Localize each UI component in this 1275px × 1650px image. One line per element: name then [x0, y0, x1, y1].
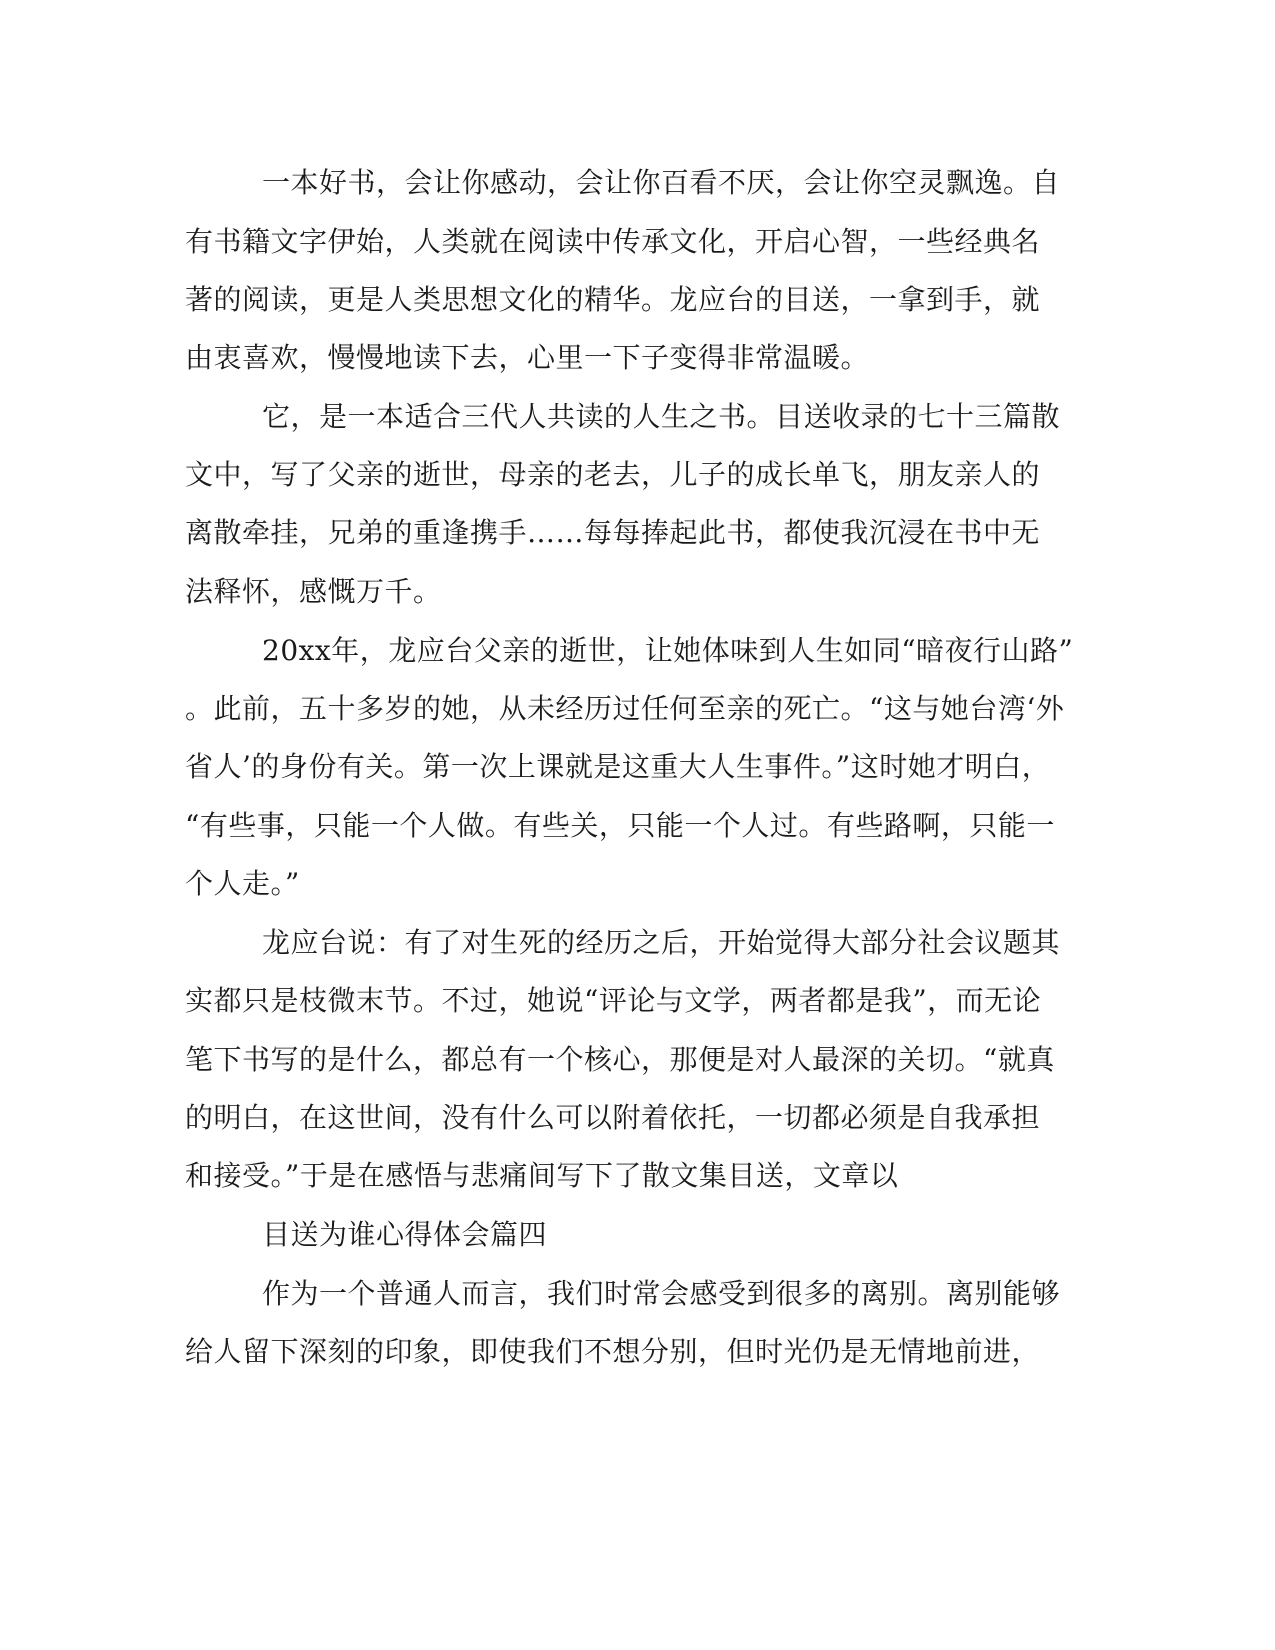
section-heading: 目送为谁心得体会篇四 [262, 1218, 548, 1251]
text-line: 和接受。”于是在感悟与悲痛间写下了散文集目送，文章以 [185, 1159, 899, 1192]
text-line: 20xx年，龙应台父亲的逝世，让她体味到人生如同“暗夜行山路” [262, 634, 1074, 667]
text-line: 实都只是枝微末节。不过，她说“评论与文学，两者都是我”，而无论 [185, 984, 1042, 1017]
text-line: 著的阅读，更是人类思想文化的精华。龙应台的目送，一拿到手，就 [185, 283, 1041, 316]
text-line: 。此前，五十多岁的她，从未经历过任何至亲的死亡。“这与她台湾‘外 [185, 692, 1065, 725]
text-line: 作为一个普通人而言，我们时常会感受到很多的离别。离别能够 [262, 1277, 1061, 1310]
text-line: 文中，写了父亲的逝世，母亲的老去，儿子的成长单飞，朋友亲人的 [185, 458, 1041, 491]
text-line: 它，是一本适合三代人共读的人生之书。目送收录的七十三篇散 [262, 400, 1061, 433]
text-line: 由衷喜欢，慢慢地读下去，心里一下子变得非常温暖。 [185, 341, 870, 374]
text-line: 一本好书，会让你感动，会让你百看不厌，会让你空灵飘逸。自 [262, 166, 1061, 199]
text-line: 的明白，在这世间，没有什么可以附着依托，一切都必须是自我承担 [185, 1101, 1041, 1134]
text-line: 给人留下深刻的印象，即使我们不想分别，但时光仍是无情地前进， [185, 1335, 1041, 1368]
text-line: “有些事，只能一个人做。有些关，只能一个人过。有些路啊，只能一 [185, 809, 1055, 842]
text-line: 笔下书写的是什么，都总有一个核心，那便是对人最深的关切。“就真 [185, 1043, 1055, 1076]
text-line: 龙应台说：有了对生死的经历之后，开始觉得大部分社会议题其 [262, 926, 1061, 959]
text-line: 离散牵挂，兄弟的重逢携手……每每捧起此书，都使我沉浸在书中无 [185, 516, 1041, 549]
text-line: 有书籍文字伊始，人类就在阅读中传承文化，开启心智，一些经典名 [185, 225, 1041, 258]
text-line: 省人’的身份有关。第一次上课就是这重大人生事件。”这时她才明白， [185, 750, 1051, 783]
text-line: 法释怀，感慨万千。 [185, 575, 442, 608]
text-line: 个人走。” [185, 867, 300, 900]
